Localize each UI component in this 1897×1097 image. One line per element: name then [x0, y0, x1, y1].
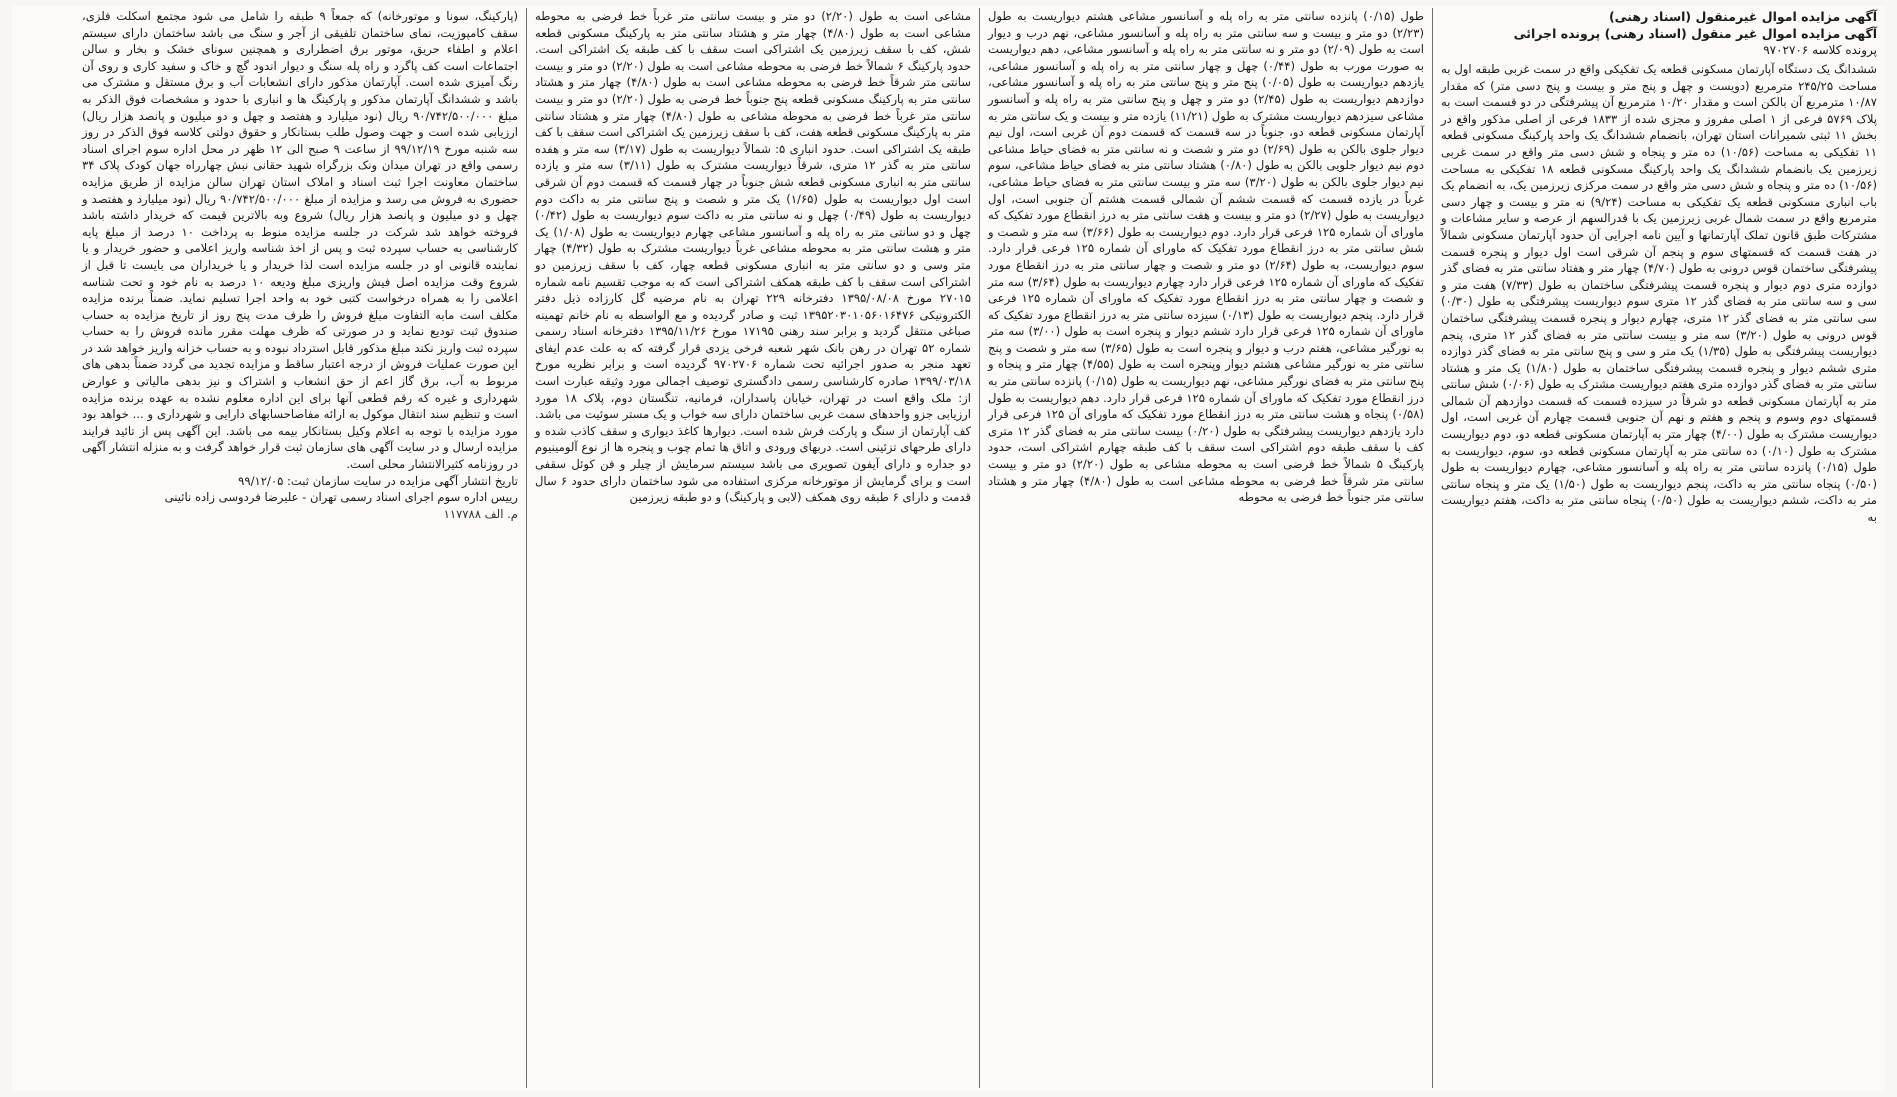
column-divider [526, 8, 527, 1088]
newspaper-notice [12, 6, 1885, 1091]
reference-number: م. الف ۱۱۷۷۸۸ [443, 506, 518, 521]
column-3 [527, 6, 979, 1091]
column-1 [1433, 6, 1885, 1091]
column-2 [980, 6, 1432, 1091]
case-number: پرونده کلاسه ۹۷۰۲۷۰۶ [1763, 43, 1877, 57]
notice-subtitle: آگهی مزایده اموال غیر منقول (اسناد رهنی) پرونده اجرائی [1513, 26, 1877, 41]
column-divider [979, 8, 980, 1088]
column-4 [74, 6, 526, 1091]
column-4-text: (پارکینگ، سونا و موتورخانه) که جمعاً ۹ طبقه را شامل می شود مجتمع اسکلت فلزی، سقف کامپوزیت، نمای ساختمان تلفیقی از آجر و سنگ می باشد ساختمان دارای سیستم اعلام و اطفاء حریق، موتور برق اضطراری و همچنین سونای خشک و بخار و سالن اجتماعات است کف پاگرد و راه پله سنگ و دیوار اندود گچ و خاک و سفید کاری و روی آن رنگ آمیزی شده است. آپارتمان مذکور دارای انشعابات آب و برق مستقل و مشترک می باشد و ششدانگ آپارتمان مذکور و پارکینگ ها و انباری با حدود و مشخصات فوق الذکر به مبلغ ۹۰/۷۴۲/۵۰۰/۰۰۰ ریال (نود میلیارد و هفتصد و چهل و دو میلیون و پانصد هزار ریال) ارزیابی شده است و جهت وصول طلب بستانکار و حقوق دولتی کلاسه فوق الذکر در روز سه شنبه مورخ ۹۹/۱۲/۱۹ از ساعت ۹ صبح الی ۱۲ ظهر در محل اداره سوم اجرای اسناد رسمی واقع در تهران میدان ونک بزرگراه شهید حقانی نبش چهارراه جهان کودک پلاک ۳۴ ساختمان معاونت اجرا ثبت اسناد و املاک استان تهران سالن مزایده از طریق مزایده حضوری به فروش می رسد و مزایده از مبلغ ۹۰/۷۴۲/۵۰۰/۰۰۰ ریال (نود میلیارد و هفتصد و چهل و دو میلیون و پانصد هزار ریال) شروع وبه بالاترین قیمت که خریدار داشته باشد فروخته خواهد شد شرکت در جلسه مزایده منوط به پرداخت ۱۰ درصد از مبلغ پایه کارشناسی به حساب سپرده ثبت و پس از اخذ شناسه واریز اعلامی و حضور خریدار و یا نماینده قانونی او در جلسه مزایده است لذا خریدار و یا خریداران می بایست تا قبل از شروع وقت مزایده اصل فیش واریزی مبلغ ودیعه ۱۰ درصد به نام خود و تحت شناسه اعلامی را به همراه درخواست کتبی خود به واحد اجرا تسلیم نماید. ضمناً برنده مزایده مکلف است مابه التفاوت مبلغ فروش را ظرف مدت پنج روز از تاریخ مزایده به حساب صندوق ثبت تودیع نماید و در صورتی که ظرف مهلت مقرر مانده فروش را به حساب سپرده ثبت واریز نکند مبلغ مذکور قابل استرداد نبوده و به حساب خزانه واریز خواهد شد در این صورت عملیات فروش از درجه اعتبار ساقط و مزایده تجدید می گردد ضمناً بدهی های مربوط به آب، برق گاز اعم از حق انشعاب و اشتراک و نیز بدهی مالیاتی و عوارض شهرداری و غیره که رقم قطعی آنها برای این اداره معلوم نشده به عهده برنده مزایده است و تنظیم سند انتقال موکول به ارائه مفاصاحسابهای دارایی و شهرداری و ... خواهد بود مورد مزایده با توجه به اعلام وکیل بستانکار بیمه می باشد. این آگهی پس از تائید فرایند مزایده ارسال و در سایت آگهی های سازمان ثبت قرار خواهد گرفت و به منزله انتشار آگهی در روزنامه کثیرالانتشار محلی است. [82, 9, 519, 472]
column-1-text: ششدانگ یک دستگاه آپارتمان مسکونی قطعه یک تفکیکی واقع در سمت غربی طبقه اول به مساحت ۲۴۵/۲۵ مترمربع (دویست و چهل و پنج متر و بیست و پنج دسی متر) که مقدار ۱۰/۸۷ مترمربع آن بالکن است و مقدار ۱۰/۲۰ مترمربع آن پیشرفتگی در دو قسمت است به پلاک ۵۷۶۹ فرعی از ۱ اصلی مفروز و مجزی شده از ۱۸۳۳ فرعی از اصلی مذکور واقع در بخش ۱۱ ثبتی شمیرانات استان تهران، بانضمام ششدانگ یک واحد پارکینگ مسکونی قطعه ۱۱ تفکیکی به مساحت (۱۰/۵۶) ده متر و پنجاه و شش دسی متر واقع در سمت غربی زیرزمین یک بانضمام ششدانگ یک واحد پارکینگ مسکونی قطعه ۱۸ تفکیکی به مساحت (۱۰/۵۶) ده متر و پنجاه و شش دسی متر واقع در سمت مرکزی زیرزمین یک، به انضمام یک باب انباری مسکونی قطعه یک تفکیکی به مساحت (۹/۲۴) نه متر و بیست و چهار دسی مترمربع واقع در سمت شمال غربی زیرزمین یک با قدرالسهم از عرصه و سایر مشاعات و مشترکات طبق قانون تملک آپارتمانها و آیین نامه اجرایی آن حدود آپارتمان مسکونی شمالاً در هفت قسمت که قسمتهای سوم و پنجم آن شرقی است اول دیوار و پنجره قسمت پیشرفتگی ساختمان قوس درونی به طول (۴/۷۰) چهار متر و هفتاد سانتی متر به فضای گذر دوازده متری دوم دیوار و پنجره قسمت پیشرفتگی ساختمان به طول (۷/۳۳) هفت متر و سی و سه سانتی متر به فضای گذر ۱۲ متری سوم دیواریست پیشرفتگی به طول (۰/۳۰) سی سانتی متر به فضای گذر ۱۲ متری، چهارم دیوار و پنجره قسمت پیشرفتگی ساختمان قوس درونی به طول (۳/۲۰) سه متر و بیست سانتی متر به فضای گذر ۱۲ متری، پنجم دیواریست پیشرفتگی به طول (۱/۳۵) یک متر و سی و پنج سانتی متر به فضای گذر دوازده متری ششم دیوار و پنجره قسمت پیشرفتگی ساختمان به طول (۱/۸۰) یک متر و هشتاد سانتی متر به فضای گذر دوازده متری هفتم دیواریست مشترک به طول (۰/۰۶) شش سانتی متر به آپارتمان مسکونی قطعه دو شرقاً در سیزده قسمت که قسمت دوازدهم آن شمالی قسمتهای دوم وسوم و پنجم و هفتم و نهم آن جنوبی قسمت چهارم آن غربی است، اول دیواریست مشترک به طول (۴/۰۰) چهار متر به آپارتمان مسکونی قطعه دو، دوم دیواریست مشترک به طول (۰/۱۰) ده سانتی متر به آپارتمان مسکونی قطعه دو، سوم، دیواریست به طول (۰/۱۵) پانزده سانتی متر به راه پله و آسانسور مشاعی، چهارم دیواریست به طول (۰/۵۰) پنجاه سانتی متر به داکت، پنجم دیواریست به طول (۱/۵۰) یک متر و پنجاه سانتی متر به داکت، ششم دیواریست به طول (۰/۵۰) پنجاه سانتی متر به داکت، هفتم دیواریست به [1441, 62, 1878, 525]
column-3-text: مشاعی است به طول (۲/۲۰) دو متر و بیست سانتی متر غرباً خط فرضی به محوطه مشاعی است به طول (۴/۸۰) چهار متر و هشتاد سانتی متر به پارکینگ مسکونی قطعه شش، کف با سقف زیرزمین یک اشتراکی است سقف با کف طبقه یک اشتراکی است. حدود پارکینگ ۶ شمالاً خط فرضی به محوطه مشاعی است به طول (۲/۲۰) دو متر و بیست سانتی متر شرقاً خط فرضی به محوطه مشاعی است به طول (۴/۸۰) چهار متر و هشتاد سانتی متر به پارکینگ مسکونی قطعه پنج جنوباً خط فرضی به طول (۲/۲۰) دو متر و بیست سانتی متر غرباً خط فرضی به محوطه مشاعی به طول (۴/۸۰) چهار متر و هشتاد سانتی متر به پارکینگ مسکونی قطعه هفت، کف با سقف زیرزمین یک اشتراکی است سقف با کف طبقه یک اشتراکی است. حدود انباری ۵: شمالاً دیواریست به طول (۳/۱۷) سه متر و هفده سانتی متر به گذر ۱۲ متری، شرقاً دیواریست مشترک به طول (۳/۱۱) سه متر و یازده سانتی متر به انباری مسکونی قطعه شش جنوباً در چهار قسمت که قسمت دوم آن شرقی است اول دیواریست به طول (۱/۶۵) یک متر و شصت و پنج سانتی متر به داکت دوم دیواریست به طول (۰/۴۹) چهل و نه سانتی متر به داکت سوم دیواریست به طول (۰/۴۲) چهل و دو سانتی متر به راه پله و آسانسور مشاعی چهارم دیواریست به طول (۱/۰۸) یک متر و هشت سانتی متر به محوطه مشاعی غرباً دیواریست مشترک به طول (۴/۳۲) چهار متر وسی و دو سانتی متر به انباری مسکونی قطعه چهار، کف با سقف زیرزمین دو اشتراکی است سقف با کف طبقه همکف اشتراکی است که به موجب تقسیم نامه شماره ۲۷۰۱۵ مورخ ۱۳۹۵/۰۸/۰۸ دفترخانه ۲۲۹ تهران به نام مرضیه گل کارزاده ذیل دفتر الکترونیکی ۱۳۹۵۲۰۳۰۱۰۵۶۰۱۶۴۷۶ ثبت و صادر گردیده و مع الواسطه به نام خانم تهمینه صباغی منتقل گردید و برابر سند رهنی ۱۷۱۹۵ مورخ ۱۳۹۵/۱۱/۲۶ دفترخانه اسناد رسمی شماره ۵۲ تهران در رهن بانک شهر شعبه فرخی یزدی قرار گرفته که به علت عدم ایفای تعهد منجر به صدور اجرائیه تحت شماره ۹۷۰۲۷۰۶ گردیده است و برابر نظریه مورخ ۱۳۹۹/۰۳/۱۸ صادره کارشناسی رسمی دادگستری توصیف اجمالی مورد وثیقه عبارت است از: ملک واقع است در تهران، خیابان پاسداران، فرمانیه، تنگستان دوم، پلاک ۱۸ مورد ارزیابی جزو واحدهای سمت غربی ساختمان دارای سه خواب و یک مستر سوئیت می باشد. کف آپارتمان از سنگ و پارکت فرش شده است. دیوارها کاغذ دیواری و سقف کاذب شده و دارای طرحهای تزئینی است. دربهای ورودی و اتاق ها تمام چوب و پنجره ها از نوع آلومینیوم دو جداره و دارای آیفون تصویری می باشد سیستم سرمایش از چیلر و فن کوئل سقفی است و برای گرمایش از موتورخانه مرکزی استفاده می شود ساختمان دارای حدود ۶ سال قدمت و دارای ۶ طبقه روی همکف (لابی و پارکینگ) و دو طبقه زیرزمین [535, 9, 972, 505]
signature: رییس اداره سوم اجرای اسناد رسمی تهران - علیرضا فردوسی زاده نائینی [164, 490, 518, 505]
publication-date: تاریخ انتشار آگهی مزایده در سایت سازمان ثبت: ۹۹/۱۲/۰۵ [238, 473, 518, 488]
notice-title: آگهی مزایده اموال غیرمنقول (اسناد رهنی) [1608, 9, 1877, 24]
column-2-text: طول (۰/۱۵) پانزده سانتی متر به راه پله و آسانسور مشاعی هشتم دیواریست به طول (۲/۲۳) دو متر و بیست و سه سانتی متر به راه پله و آسانسور مشاعی، نهم درب و دیوار است به طول (۲/۰۹) دو متر و نه سانتی متر به راه پله و آسانسور مشاعی، دهم دیواریست به صورت مورب به طول (۰/۴۴) چهل و چهار سانتی متر به راه پله و آسانسور مشاعی، یازدهم دیواریست به طول (۰/۰۵) پنج متر و پنج سانتی متر به راه پله و آسانسور مشاعی، دوازدهم دیواریست به طول (۲/۴۵) دو متر و چهل و پنج سانتی متر به راه پله و آسانسور مشاعی سیزدهم دیواریست مشترک به طول (۱۱/۲۱) یازده متر و بیست و یک سانتی متر به آپارتمان مسکونی قطعه دو، جنوباً در سه قسمت که قسمت دوم آن غربی است، اول نیم دیوار جلوی بالکن به طول (۲/۶۹) دو متر و شصت و نه سانتی متر به فضای حیاط مشاعی دوم نیم دیوار جلویی بالکن به طول (۰/۸۰) هشتاد سانتی متر به فضای حیاط مشاعی، سوم نیم دیوار جلوی بالکن به طول (۳/۲۰) سه متر و بیست سانتی متر به فضای حیاط مشاعی، غرباً در یازده قسمت که قسمت ششم آن شمالی قسمت هشتم آن جنوبی است، اول دیواریست به طول (۲/۲۷) دو متر و بیست و هفت سانتی متر به درز انقطاع مورد تفکیک که ماورای آن شماره ۱۲۵ فرعی قرار دارد. دوم دیواریست به طول (۳/۶۶) سه متر و شصت و شش سانتی متر به درز انقطاع مورد تفکیک که ماورای آن شماره ۱۲۵ فرعی قرار دارد. سوم دیواریست، به طول (۲/۶۴) دو متر و شصت و چهار سانتی متر به درز انقطاع مورد تفکیک که ماورای آن شماره ۱۲۵ فرعی قرار دارد چهارم دیواریست به طول (۳/۶۴) سه متر و شصت و چهار سانتی متر به درز انقطاع مورد تفکیک که ماورای آن شماره ۱۲۵ فرعی قرار دارد. پنجم دیواریست به طول (۰/۱۳) سیزده سانتی متر به درز انقطاع مورد تفکیک که ماورای آن شماره ۱۲۵ فرعی قرار دارد ششم دیوار و پنجره است به طول (۳/۰۰) سه متر به نورگیر مشاعی، هفتم درب و دیوار و پنجره است به طول (۳/۶۵) سه متر و شصت و پنج سانتی متر به نورگیر مشاعی هشتم دیوار وپنجره است به طول (۴/۵۵) چهار متر و پنجاه و پنج سانتی متر به فضای نورگیر مشاعی، نهم دیواریست به طول (۰/۱۵) پانزده سانتی متر به درز انقطاع مورد تفکیک که ماورای آن شماره ۱۲۵ فرعی قرار دارد. دهم دیواریست به طول (۰/۵۸) پنجاه و هشت سانتی متر به درز انقطاع مورد تفکیک که ماورای آن ۱۲۵ فرعی قرار دارد یازدهم دیواریست پیشرفتگی به طول (۰/۲۰) بیست سانتی متر به فضای گذر ۱۲ متری کف با سقف طبقه دوم اشتراکی است سقف با کف طبقه چهارم اشتراکی است، حدود پارکینگ ۵ شمالاً خط فرضی است به محوطه مشاعی به طول (۲/۲۰) دو متر و بیست سانتی متر شرقاً خط فرضی به محوطه مشاعی است به طول (۴/۸۰) چهار متر و هشتاد سانتی متر جنوباً خط فرضی به محوطه [988, 9, 1425, 505]
column-divider [1432, 8, 1433, 1088]
